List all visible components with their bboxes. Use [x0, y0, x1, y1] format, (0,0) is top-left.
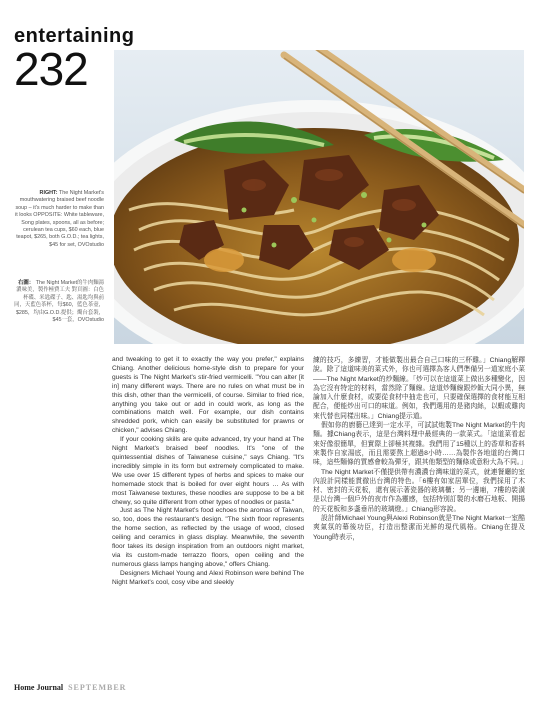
- caption-text: The Night Market's mouthwatering braised beef noodle soup – it's much harder to make than it looks OPPOSITE: White tableware, Song plates, spoons, all as before; cerulean tea cups, $60 each, blue teapot, $265, both G.O.D.; tea lights, $45 for set, OVOstudio: [15, 190, 104, 248]
- paragraph: and tweaking to get it to exactly the way you prefer," explains Chiang. Another delicious home-style dish to prepare for your guests is The Night Market's stir-fried vermicelli. "You can alter [it in] many different ways. There are no rules on what must be in this dish, other than the vermicelli, of course. Similar to fried rice, anything you take out or add in could work, as long as the combinations match well. For example, our dish contains shredded pork, which can easily be substituted for prawns or chicken," advises Chiang.: [112, 356, 304, 435]
- photo-caption-chinese: [14, 280, 104, 324]
- paragraph: Just as The Night Market's food echoes the aromas of Taiwan, so, too, does the restaurant's design. "The sixth floor represents the home section, as reflected by the usage of wood, closed ceiling and ceramics in glass display. Meanwhile, the seventh floor takes its design inspiration from an outdoors night market, via its custom-made terrazzo floors, open ceiling and the numerous glass lamps hanging above," offers Chiang.: [112, 507, 304, 568]
- beef-noodle-photo: [114, 50, 524, 344]
- caption-lead: RIGHT:: [39, 190, 58, 196]
- paragraph: If your cooking skills are quite advanced, try your hand at The Night Market's braised beef noodles. It's "one of the quintessential dishes of Taiwanese cuisine," says Chiang. "It's incredibly simple in its form but extremely complicated to make. We use over 15 different types of herbs and spices to make our homemade stock that is boiled for over eight hours … As with most Taiwanese textures, these noodles are suppose to be a bit chewy, so quite different from other types of noodles or pasta.": [112, 436, 304, 506]
- caption-lead-zh: 右圖：: [18, 280, 35, 286]
- paragraph: Designers Michael Young and Alexi Robinson were behind The Night Market's cool, cosy vibe and sleekly: [112, 569, 304, 586]
- article-chinese-column: [313, 356, 528, 542]
- magazine-name: Home Journal: [14, 683, 64, 692]
- article-english-column: [112, 356, 304, 588]
- paragraph: 練的技巧，多練習，才能做製出最合自己口味的三杯雞。」Chiang解釋說。除了這道味美的菜式外，你也可選擇為客人們準備另一道家庭小菜——The Night Market的炒麵線。「炒可以在這道菜上做出多種變化，因為它沒有特定的材料，當然除了麵線。這道炒麵線跟炒飯大同小異，無論加入什麼食材，或要從食材中抽走也可，只要確保選擇的食材能互相配合，便能炒出可口的味道。例如，我們選用的是豬肉絲，以蝦或雞肉來代替也同樣出味。」Chiang提示道。: [313, 357, 525, 420]
- paragraph: 設計師Michael Young與Alexi Robinson就是The Night Market一室酷爽氣氛的幕後功臣，打造出整潔而光鮮的現代風格。Chiang在提及Young時表示，: [313, 515, 525, 541]
- paragraph: The Night Market不僅提供帶有濃濃台灣味道的菜式，就連餐廳的室內設計同樣能貫徹出台灣的特色。「6樓有如家居單位，我們採用了木材、密封的天花板，還有展示著瓷器的玻璃櫃；另一邊廂，7樓的裝潢是以台灣一個戶外的夜市作為靈感，包括特別訂製的水磨石地板、開揚的天花板和多盞垂吊的玻璃燈。」Chiang形容說。: [313, 468, 525, 513]
- page-footer: [14, 683, 126, 692]
- issue-month: SEPTEMBER: [68, 683, 127, 692]
- page-number: 232: [14, 43, 88, 95]
- beef-noodle-illustration: [114, 50, 524, 344]
- section-title: entertaining: [14, 25, 135, 47]
- paragraph: 假如你的廚藝已達到一定水平，可試試炮製The Night Market的牛肉麵。據Chiang表示，這是台灣料理中最經典的一款菜式。「這道菜看起來好像很簡單，但實際上卻極其複雜。我們用了15種以上的香草和香料來製作自家湯底，而且需要熬上超過8小時……為製作各地道的台灣口味，這些麵條的質感會較為彈牙，跟其他類型的麵條或意粉大為不同。」: [313, 422, 528, 467]
- photo-caption-english: [14, 190, 104, 249]
- caption-text-zh: The Night Market的牛肉麵湯濃味美，製作極費工夫 對頁圖：白色杯碟、米匙碟子、匙、湯匙均與前同，天藍色茶杯，每$60，藍色茶壺，$285，均由G.O.D.提供；燭台套裝，$45一套，OVOstudio: [14, 280, 104, 324]
